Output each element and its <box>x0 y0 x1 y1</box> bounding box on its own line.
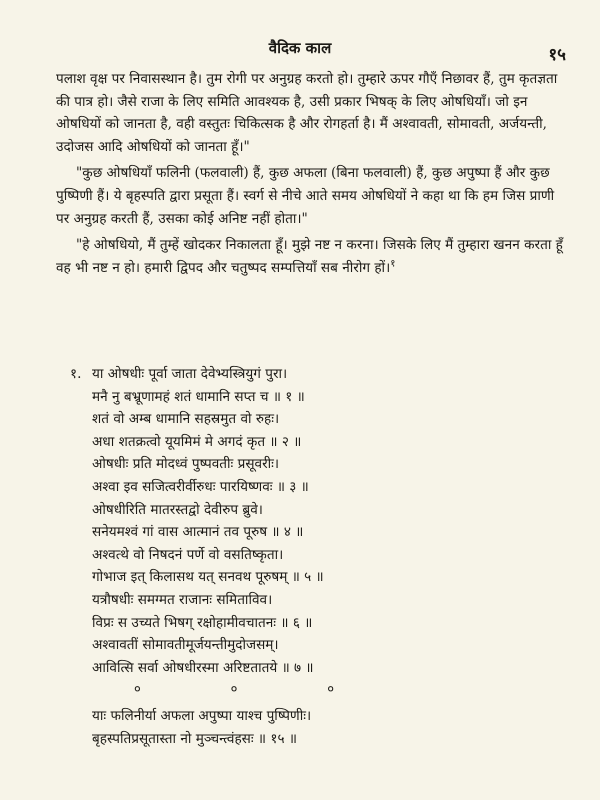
verse-line: शतं वो अम्ब धामानि सहस्रमुत वो रुहः। <box>92 411 280 428</box>
verse-line: याः फलिनीर्या अफला अपुष्पा याश्च पुष्पिणीः। <box>92 708 312 725</box>
paragraph-text: पलाश वृक्ष पर निवासस्थान है। तुम रोगी पर अनुग्रह करतो हो। तुम्हारे ऊपर गौएँ निछावर हैं, तुम कृतज्ञता की पात्र हो। जैसे राजा के लिए समिति आवश्यक है, उसी प्रकार भिषक् के लिए ओषधियाँ। जो इन ओषधियों को जानता है, वही वस्तुतः चिकित्सक है और रोगहर्ता है। मैं अश्वावती, सोमावती, अर्जयन्ती, उदोजस आदि ओषधियों को जानता हूँ।" <box>56 71 558 155</box>
paragraph-text: "कुछ ओषधियाँ फलिनी (फलवाली) हैं, कुछ अफला (बिना फलवाली) हैं, कुछ अपुष्पा हैं और कुछ पुष्पिणी हैं। ये बृहस्पति द्वारा प्रसूता हैं। स्वर्ग से नीचे आते समय ओषधियों ने कहा था कि हम जिस प्राणी पर अनुग्रह करती हैं, उसका कोई अनिष्ट नहीं होता।" <box>56 165 555 227</box>
verse-line: ओषधीः प्रति मोदध्वं पुष्पवतीः प्रसूवरीः। <box>92 456 280 473</box>
verse-line: विप्रः स उच्यते भिषग् रक्षोहामीवचातनः ॥ ६ ॥ <box>92 614 313 631</box>
separator-mark: ० <box>134 682 141 698</box>
section-separator <box>134 679 334 701</box>
verse-line: अश्वा इव सजित्वरीर्वीरुधः पारयिष्णवः ॥ ३ ॥ <box>92 478 309 495</box>
verse-line: आवित्सि सर्वा ओषधीरस्मा अरिष्टतातये ॥ ७ ॥ <box>92 659 314 676</box>
separator-mark: ० <box>230 682 238 698</box>
verse-line: अधा शतक्रत्वो यूयमिमं मे अगदं कृत ॥ २ ॥ <box>92 433 302 450</box>
running-title: वैदिक काल <box>268 39 332 57</box>
verse-line: यत्रौषधीः समग्मत राजानः समिताविव। <box>92 591 273 608</box>
verse-line: बृहस्पतिप्रसूतास्ता नो मुञ्चन्त्वंहसः ॥ १५ ॥ <box>92 730 297 747</box>
verse-line: अश्वावतीं सोमावतीमूर्जयन्तीमुदोजसम्। <box>92 637 279 654</box>
verse-line: अश्वत्थे वो निषदनं पर्णे वो वसतिष्कृता। <box>92 546 284 563</box>
verse-line: सनेयमश्वं गां वास आत्मानं तव पूरुष ॥ ४ ॥ <box>92 524 304 541</box>
separator-mark: ० <box>327 682 334 698</box>
footnote-number: १. <box>70 366 82 382</box>
paragraph-text: "हे ओषधियो, मैं तुम्हें खोदकर निकालता हूँ। मुझे नष्ट न करना। जिसके लिए मैं तुम्हारा खनन करता हूँ वह भी नष्ट न हो। हमारी द्विपद और चतुष्पद सम्पत्तियाँ सब नीरोग हों। <box>56 237 563 276</box>
paragraph <box>56 234 564 279</box>
verse-line: १. या ओषधीः पूर्वा जाता देवेभ्यस्त्रियुगं पुरा। <box>76 363 546 386</box>
footnote-marker: १ <box>390 258 396 270</box>
paragraph <box>56 68 564 158</box>
verse-line: गोभाज इत् किलासथ यत् सनवथ पूरुषम् ॥ ५ ॥ <box>92 569 324 586</box>
page-number: १५ <box>548 45 566 65</box>
body-text <box>56 68 564 283</box>
verse-line: ओषधीरिति मातरस्तद्वो देवीरुप ब्रुवे। <box>92 501 263 518</box>
verse-line: मनै नु बभ्रूणामहं शतं धामानि सप्त च ॥ १ ॥ <box>92 388 305 405</box>
footnote-verses <box>70 363 546 751</box>
paragraph <box>56 162 564 230</box>
